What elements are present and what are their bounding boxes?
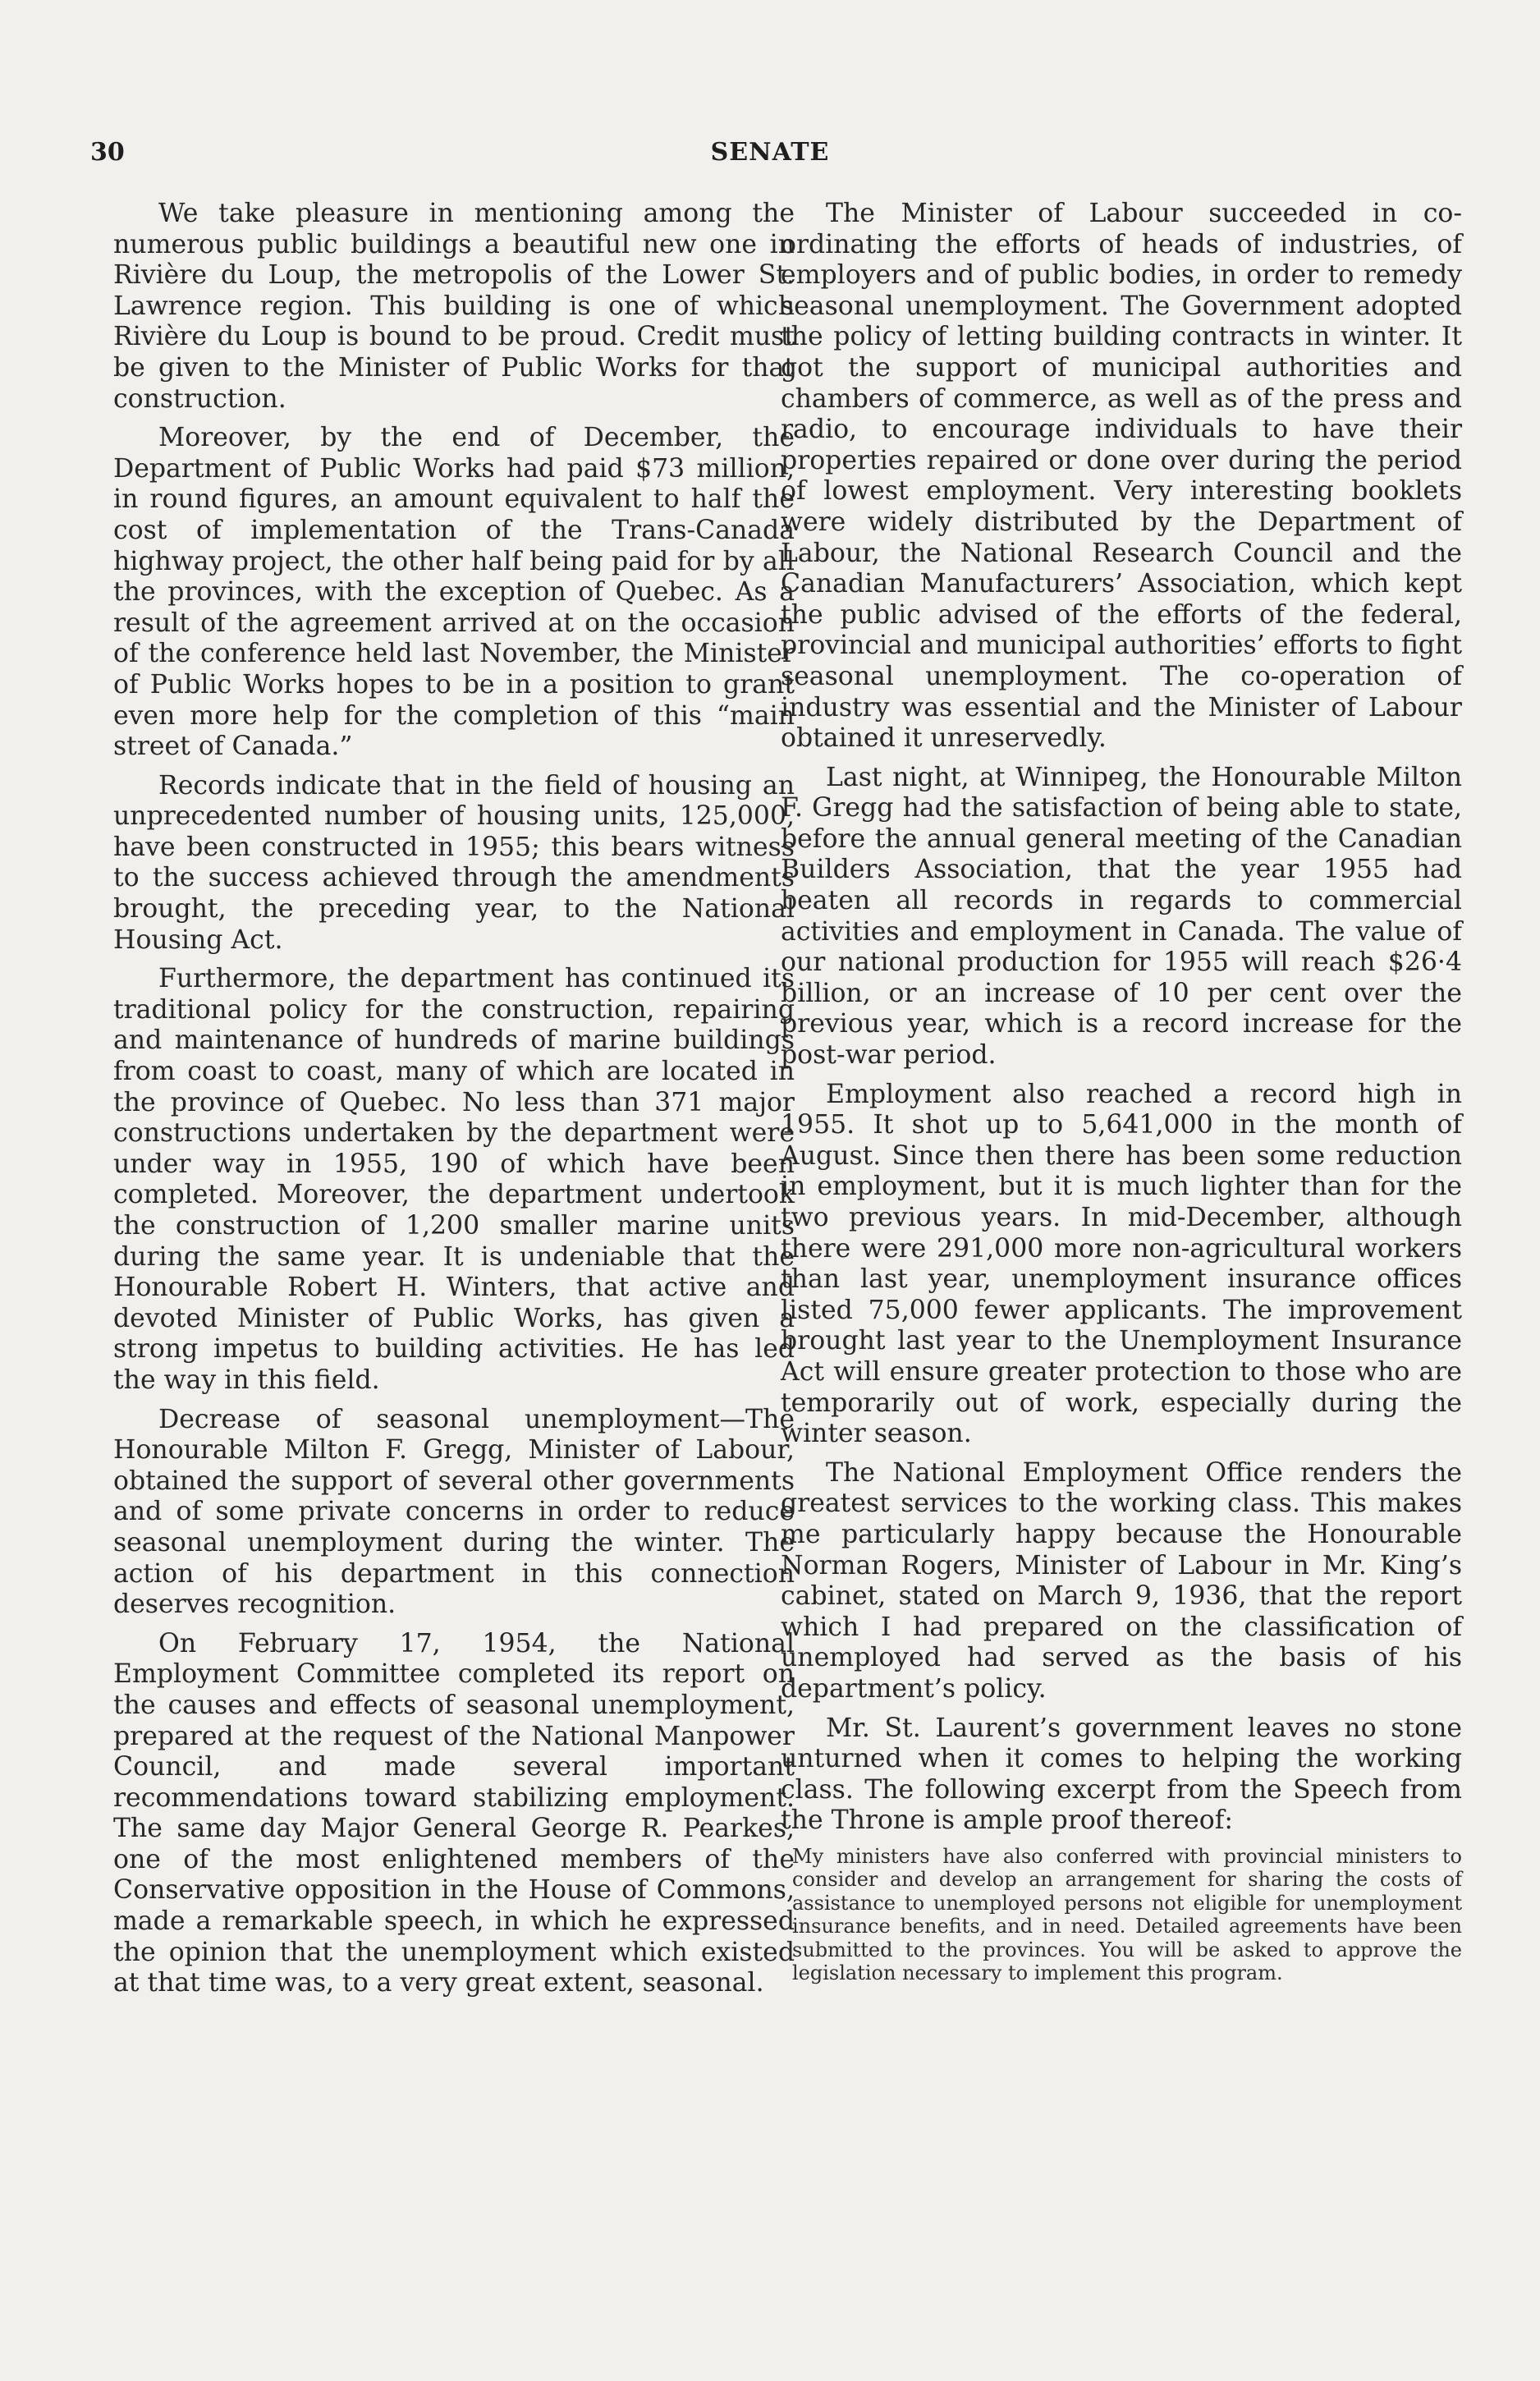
page-title: SENATE [710,138,830,167]
paragraph: Employment also reached a record high in 1955. It shot up to 5,641,000 in the month of August. Since then there has been some reduction in employment, but it is much lighter than for the two previous years. In mid-December, although there were 291,000 more non-agricultural workers than last year, unemployment insurance offices listed 75,000 fewer applicants. The improvement brought last year to the Unemployment Insurance Act will ensure greater protection to those who are temporarily out of work, especially during the winter season. [781,1079,1462,1449]
right-column [781,199,1462,1985]
paragraph: Records indicate that in the field of housing an unprecedented number of housing units, 125,000, have been constructed in 1955; this bears witness to the success achieved through the amendments brought, the preceding year, to the National Housing Act. [113,770,795,955]
paragraph: We take pleasure in mentioning among the numerous public buildings a beautiful new one in Rivière du Loup, the metropolis of the Lower St. Lawrence region. This building is one of which Rivière du Loup is bound to be proud. Credit must be given to the Minister of Public Works for that construction. [113,199,795,414]
paragraph: Mr. St. Laurent’s government leaves no stone unturned when it comes to helping the working class. The following excerpt from the Speech from the Throne is ample proof thereof: [781,1713,1462,1836]
paragraph: The Minister of Labour succeeded in co-ordinating the efforts of heads of industries, of employers and of public bodies, in order to remedy seasonal unemployment. The Government adopted the policy of letting building contracts in winter. It got the support of municipal authorities and chambers of commerce, as well as of the press and radio, to encourage individuals to have their properties repaired or done over during the period of lowest employment. Very interesting booklets were widely distributed by the Department of Labour, the National Research Council and the Canadian Manufacturers’ Association, which kept the public advised of the efforts of the federal, provincial and municipal authorities’ efforts to fight seasonal unemployment. The co-operation of industry was essential and the Minister of Labour obtained it unreservedly. [781,199,1462,754]
paragraph: Last night, at Winnipeg, the Honourable Milton F. Gregg had the satisfaction of being able to state, before the annual general meeting of the Canadian Builders Association, that the year 1955 had beaten all records in regards to commercial activities and employment in Canada. The value of our national production for 1955 will reach $26·4 billion, or an increase of 10 per cent over the previous year, which is a record increase for the post-war period. [781,762,1462,1071]
left-column [113,199,795,2007]
paragraph: Furthermore, the department has continued its traditional policy for the construction, repairing and maintenance of hundreds of marine buildings from coast to coast, many of which are located in the province of Quebec. No less than 371 major constructions undertaken by the department were under way in 1955, 190 of which have been completed. Moreover, the department undertook the construction of 1,200 smaller marine units during the same year. It is undeniable that the Honourable Robert H. Winters, that active and devoted Minister of Public Works, has given a strong impetus to building activities. He has led the way in this field. [113,964,795,1395]
paragraph: On February 17, 1954, the National Employment Committee completed its report on the causes and effects of seasonal unemployment, prepared at the request of the National Manpower Council, and made several important recommendations toward stabilizing employment. The same day Major General George R. Pearkes, one of the most enlightened members of the Conservative opposition in the House of Commons, made a remarkable speech, in which he expressed the opinion that the unemployment which existed at that time was, to a very great extent, seasonal. [113,1628,795,1998]
paragraph: Moreover, by the end of December, the Department of Public Works had paid $73 million, in round figures, an amount equivalent to half the cost of implementation of the Trans-Canada highway project, the other half being paid for by all the provinces, with the exception of Quebec. As a result of the agreement arrived at on the occasion of the conference held last November, the Minister of Public Works hopes to be in a position to grant even more help for the completion of this “main street of Canada.” [113,423,795,762]
paragraph: The National Employment Office renders the greatest services to the working class. This makes me particularly happy because the Honourable Norman Rogers, Minister of Labour in Mr. King’s cabinet, stated on March 9, 1936, that the report which I had prepared on the classification of unemployed had served as the basis of his department’s policy. [781,1457,1462,1704]
paragraph: Decrease of seasonal unemployment—The Honourable Milton F. Gregg, Minister of Labour, obtained the support of several other governments and of some private concerns in order to reduce seasonal unemployment during the winter. The action of his department in this connection deserves recognition. [113,1404,795,1620]
page-number: 30 [90,138,125,167]
block-quote: My ministers have also conferred with provincial ministers to consider and develop an arrangement for sharing the costs of assistance to unemployed persons not eligible for unemployment insurance benefits, and in need. Detailed agreements have been submitted to the provinces. You will be asked to approve the legislation necessary to implement this program. [792,1844,1462,1985]
